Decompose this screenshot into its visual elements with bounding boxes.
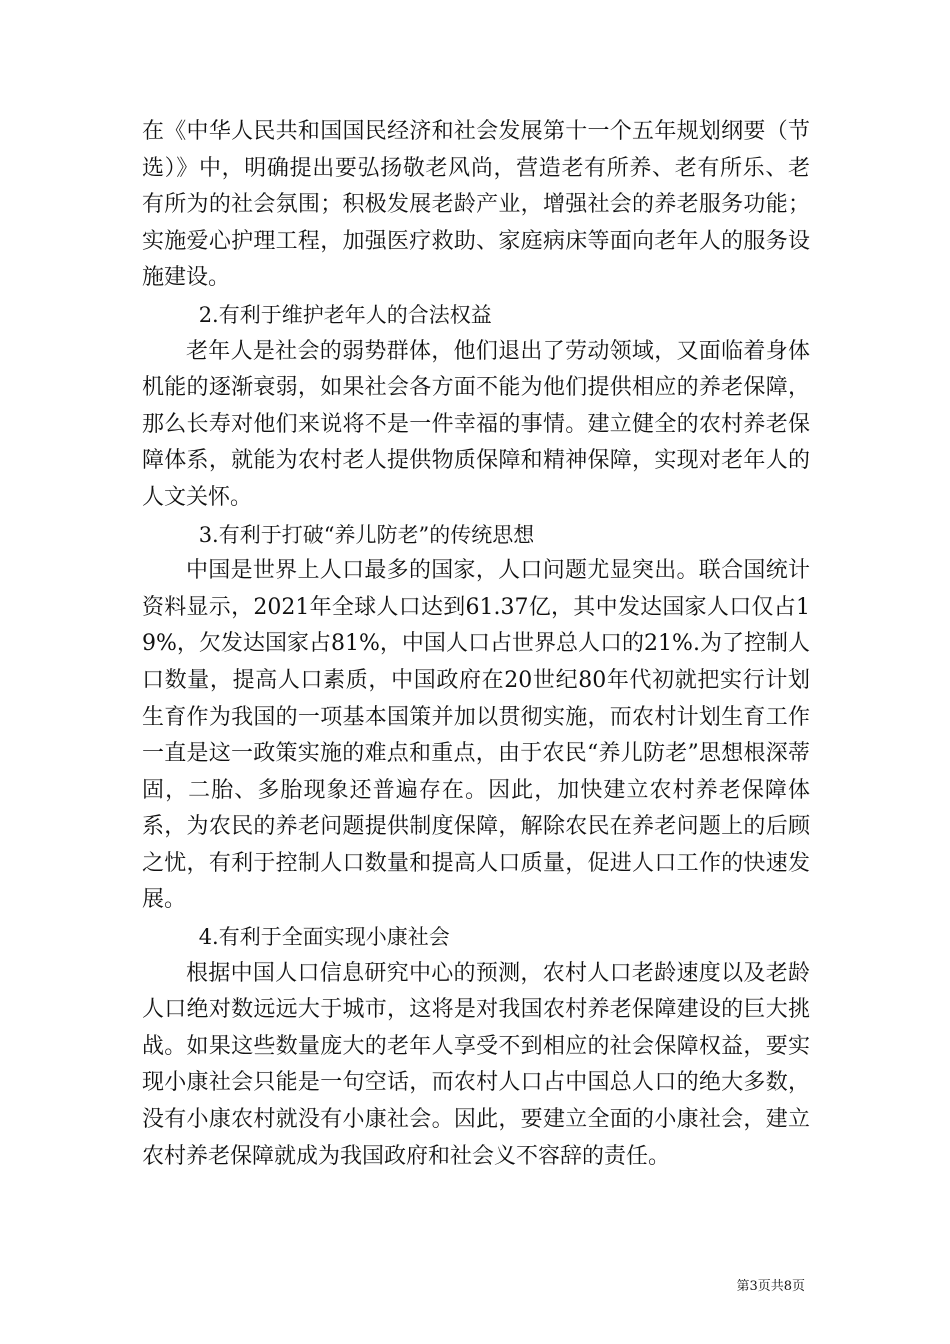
page-number-footer: 第3页共8页 xyxy=(736,1279,805,1294)
section-heading-2: 2.有利于维护老年人的合法权益 xyxy=(198,302,492,327)
paragraph-xiaokang: 根据中国人口信息研究中心的预测，农村人口老龄速度以及老龄人口绝对数远远大于城市，这将是对我国农村养老保障建设的巨大挑战。如果这些数量庞大的老年人享受不到相应的社会保障权益，要实现小康社会只能是一句空话，而农村人口占中国总人口的绝大多数，没有小康农村就没有小康社会。因此，要建立全面的小康社会，建立农村养老保障就成为我国政府和社会义不容辞的责任。 xyxy=(142,960,810,1169)
section-heading-3: 3.有利于打破“养儿防老”的传统思想 xyxy=(198,522,535,547)
paragraph-elderly-rights: 老年人是社会的弱势群体，他们退出了劳动领域，又面临着身体机能的逐渐衰弱，如果社会各方面不能为他们提供相应的养老保障，那么长寿对他们来说将不是一件幸福的事情。建立健全的农村养老保障体系，就能为农村老人提供物质保障和精神保障，实现对老年人的人文关怀。 xyxy=(142,338,810,510)
paragraph-intro: 在《中华人民共和国国民经济和社会发展第十一个五年规划纲要（节选）》中，明确提出要弘扬敬老风尚，营造老有所养、老有所乐、老有所为的社会氛围；积极发展老龄产业，增强社会的养老服务功能；实施爱心护理工程，加强医疗救助、家庭病床等面向老年人的服务设施建设。 xyxy=(142,119,810,291)
document-body xyxy=(142,114,810,1175)
paragraph-population: 中国是世界上人口最多的国家，人口问题尤显突出。联合国统计资料显示，2021年全球人口达到61.37亿，其中发达国家人口仅占19%，欠发达国家占81%，中国人口占世界总人口的21%.为了控制人口数量，提高人口素质，中国政府在20世纪80年代初就把实行计划生育作为我国的一项基本国策并加以贯彻实施，而农村计划生育工作一直是这一政策实施的难点和重点，由于农民“养儿防老”思想根深蒂固，二胎、多胎现象还普遍存在。因此，加快建立农村养老保障体系，为农民的养老问题提供制度保障，解除农民在养老问题上的后顾之忧，有利于控制人口数量和提高人口质量，促进人口工作的快速发展。 xyxy=(142,558,810,913)
section-heading-4: 4.有利于全面实现小康社会 xyxy=(198,925,450,950)
